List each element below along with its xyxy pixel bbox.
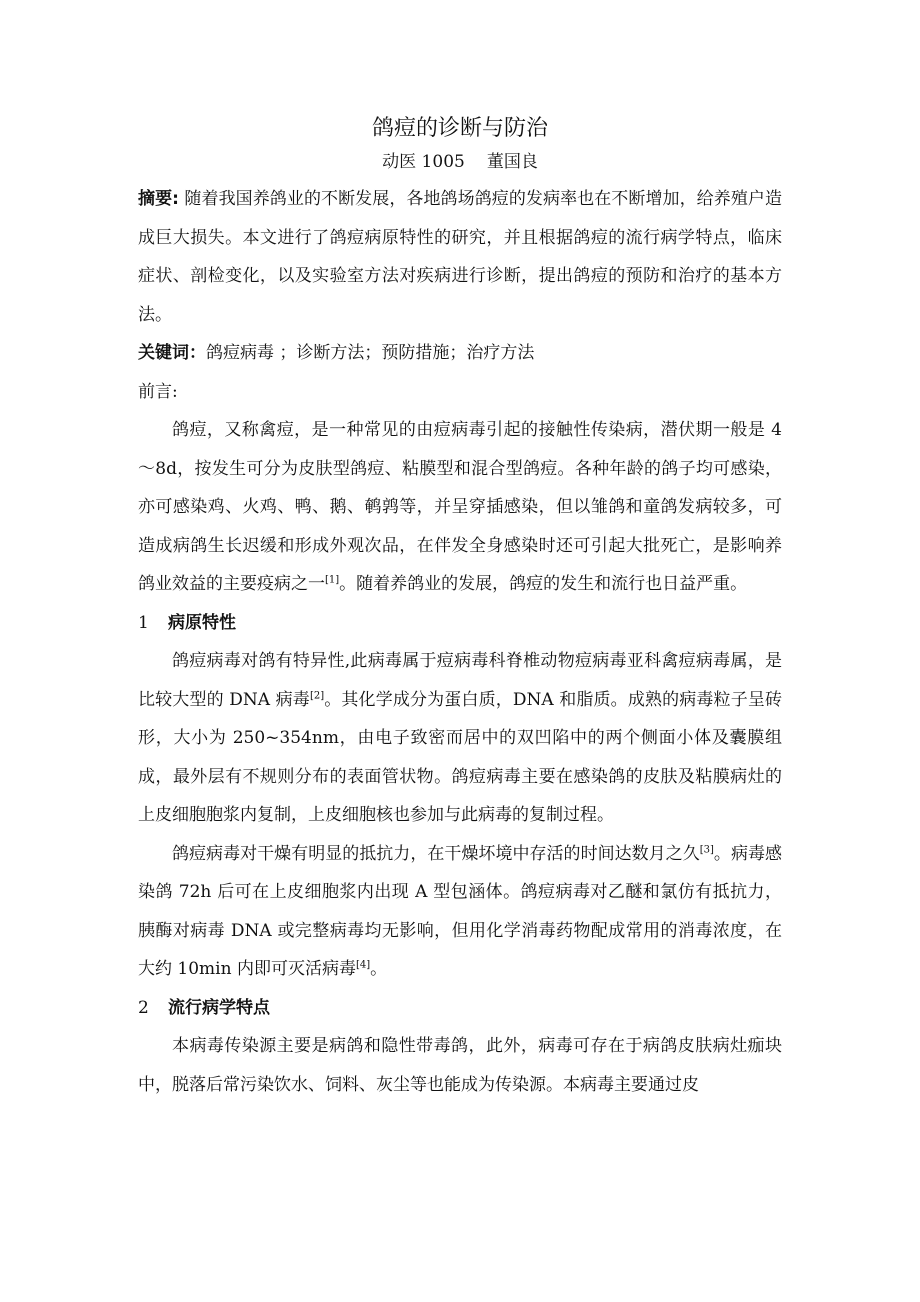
paragraph-text: 。其化学成分为蛋白质，DNA 和脂质。成熟的病毒粒子呈砖形，大小为 250~354nm，由电子致密而居中的双凹陷中的两个侧面小体及囊膜组成，最外层有不规则分布的表面管状物。鸽痘病毒主要在感染鸽的皮肤及粘膜病灶的上皮细胞胞浆内复制，上皮细胞核也参加与此病毒的复制过程。 [138,689,783,825]
section-heading-2 [138,989,782,1028]
intro-text: 鸽痘，又称禽痘，是一种常见的由痘病毒引起的接触性传染病，潜伏期一般是 4～8d，按发生可分为皮肤型鸽痘、粘膜型和混合型鸽痘。各种年龄的鸽子均可感染，亦可感染鸡、火鸡、鸭、鹅、鹌鹑等，并呈穿插感染，但以雏鸽和童鸽发病较多，可造成病鸽生长迟缓和形成外观次品，在伴发全身感染时还可引起大批死亡，是影响养鸽业效益的主要疫病之一 [138,420,782,594]
intro-paragraph [138,411,782,604]
citation-ref: [1] [325,574,340,586]
keywords-text: 鸽痘病毒 ；诊断方法；预防措施；治疗方法 [206,343,535,363]
paragraph-text: 鸽痘病毒对干燥有明显的抵抗力，在干燥坏境中存活的时间达数月之久 [172,843,700,864]
citation-ref: [4] [355,959,371,971]
citation-ref: [3] [699,843,714,855]
keywords-paragraph [138,334,782,373]
abstract-text: 随着我国养鸽业的不断发展，各地鸽场鸽痘的发病率也在不断增加，给养殖户造成巨大损失。本文进行了鸽痘病原特性的研究，并且根据鸽痘的流行病学特点，临床症状、剖检变化，以及实验室方法对疾病进行诊断，提出鸽痘的预防和治疗的基本方法。 [138,189,782,325]
section-2-paragraph-1 [138,1027,782,1104]
preface-label: 前言: [138,381,178,402]
keywords-label: 关键词： [138,343,206,363]
paragraph-text: 本病毒传染源主要是病鸽和隐性带毒鸽，此外，病毒可存在于病鸽皮肤病灶痂块中，脱落后常污染饮水、饲料、灰尘等也能成为传染源。本病毒主要通过皮 [138,1036,782,1095]
abstract-label: 摘要: [138,189,179,209]
author-class: 动医 1005 [382,152,465,172]
abstract-paragraph [138,180,782,334]
section-1-paragraph-1 [138,642,782,835]
author-name: 董国良 [486,152,538,172]
document-title: 鸽痘的诊断与防治 [371,116,548,141]
author-line [138,146,782,178]
intro-tail: 。随着养鸽业的发展，鸽痘的发生和流行也日益严重。 [339,574,748,594]
section-number: 2 [138,997,149,1018]
section-title: 病原特性 [168,612,236,633]
paragraph-text: 鸽痘病毒对鸽有特异性,此病毒属于痘病毒科脊椎动物痘病毒亚科禽痘病毒属，是比较大型的 DNA 病毒 [138,651,782,710]
paragraph-text: 。病毒感染鸽 72h 后可在上皮细胞浆内出现 A 型包涵体。鸽痘病毒对乙醚和氯仿有抵抗力，胰酶对病毒 DNA 或完整病毒均无影响，但用化学消毒药物配成常用的消毒浓度，在大约 10min 内即可灭活病毒 [138,843,783,979]
citation-ref: [2] [309,689,325,701]
section-number: 1 [138,612,149,633]
section-title: 流行病学特点 [168,997,270,1018]
section-heading-1 [138,604,782,643]
document-page [138,112,782,1104]
paragraph-text: 。 [370,959,388,979]
section-1-paragraph-2 [138,835,782,989]
